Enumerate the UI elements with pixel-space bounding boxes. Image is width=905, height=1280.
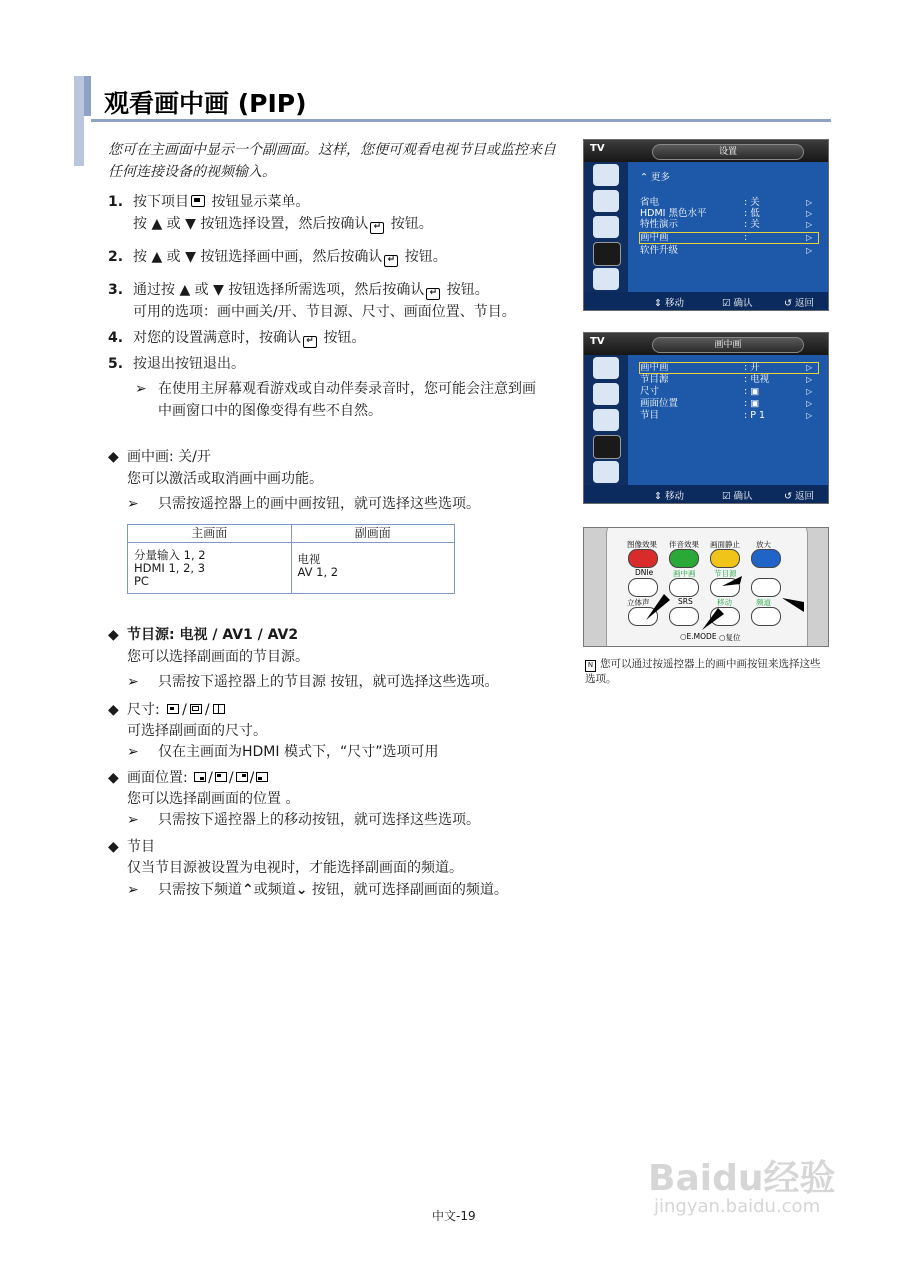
size-desc: 可选择副画面的尺寸。 <box>127 723 267 739</box>
table-value: PC <box>134 574 149 588</box>
tv-menu-header <box>584 333 828 355</box>
table-value: AV 1, 2 <box>297 565 339 579</box>
step-3-number: 3. <box>108 282 124 298</box>
remote-label: ○E.MODE <box>680 632 717 641</box>
tv-menu-row[interactable]: 软件升级 ▷ <box>640 245 813 256</box>
setup-gear-icon[interactable] <box>593 435 621 459</box>
pip-note: 只需按遥控器上的画中画按钮，就可选择这些选项。 <box>158 496 480 512</box>
side-note: N 您可以通过按遥控器上的画中画按钮来选择这些选项。 <box>585 658 821 685</box>
tv-menu-row[interactable]: 尺寸 : ▣ ▷ <box>640 386 813 397</box>
tv-menu-title: 画中画 <box>652 337 804 353</box>
step-1-line2: 按 ▲ 或 ▼ 按钮选择设置，然后按确认 ↵ 按钮。 <box>133 216 433 232</box>
step-2-number: 2. <box>108 249 124 265</box>
remote-label: ○复位 <box>719 633 741 642</box>
size-note: 仅在主画面为HDMI 模式下，“尺寸”选项可用 <box>158 744 439 760</box>
pip-note-arrow: ➢ <box>127 496 139 512</box>
tv-tag: TV <box>590 143 605 154</box>
channel-note-arrow: ➢ <box>127 882 139 898</box>
tv-menu-footer <box>584 292 828 310</box>
channel-desc: 仅当节目源被设置为电视时，才能选择副画面的频道。 <box>127 860 463 876</box>
bullet-icon: ◆ <box>108 627 119 643</box>
position-top-right-icon <box>236 772 248 782</box>
step-2-line1: 按 ▲ 或 ▼ 按钮选择画中画，然后按确认 ↵ 按钮。 <box>133 249 447 265</box>
note-icon: N <box>585 660 596 672</box>
remote-label: 放大 <box>756 540 771 549</box>
bullet-icon: ◆ <box>108 449 119 465</box>
table-value: 分量输入 1, 2 <box>134 548 206 562</box>
table-cell-sub <box>292 543 455 593</box>
channel-icon[interactable] <box>593 409 619 431</box>
tv-tag: TV <box>590 336 605 347</box>
remote-label: 图像效果 <box>627 540 657 549</box>
position-top-left-icon <box>215 772 227 782</box>
tv-menu-more[interactable]: ⌃ 更多 <box>640 172 670 183</box>
page-number: 中文-19 <box>432 1209 476 1223</box>
setup-gear-icon[interactable] <box>593 242 621 266</box>
size-small-icon <box>167 704 179 714</box>
input-icon[interactable] <box>593 461 619 483</box>
menu-button-icon <box>191 195 205 207</box>
tv-menu-header <box>584 140 828 162</box>
tv-menu-footer <box>584 485 828 503</box>
tv-enter-hint: ☑ 确认 <box>722 491 753 502</box>
step-4-line1: 对您的设置满意时，按确认 ↵ 按钮。 <box>133 330 366 346</box>
remote-label: 画面静止 <box>710 540 740 549</box>
channel-icon[interactable] <box>593 216 619 238</box>
step-5-number: 5. <box>108 356 124 372</box>
remote-label: 立体声 <box>627 598 650 607</box>
picture-icon[interactable] <box>593 357 619 379</box>
tv-menu-row[interactable]: 省电 : 关 ▷ <box>640 197 813 208</box>
remote-label: 伴音效果 <box>669 540 699 549</box>
tv-pip-menu <box>583 332 829 504</box>
position-bottom-left-icon <box>256 772 268 782</box>
tv-move-hint: ⇕ 移动 <box>654 298 684 309</box>
step-3-line1: 通过按 ▲ 或 ▼ 按钮选择所需选项，然后按确认 ↵ 按钮。 <box>133 282 489 298</box>
step-5-note-line2: 中画窗口中的图像变得有些不自然。 <box>158 403 382 419</box>
watermark-url: jingyan.baidu.com <box>654 1196 821 1217</box>
enter-button-icon: ↵ <box>384 255 398 267</box>
tv-setup-menu <box>583 139 829 311</box>
tv-move-hint: ⇕ 移动 <box>654 491 684 502</box>
size-heading: 尺寸: / / <box>127 699 228 721</box>
source-table <box>127 524 455 594</box>
position-note: 只需按下遥控器上的移动按钮，就可选择这些选项。 <box>158 812 480 828</box>
pip-heading: 画中画: 关/开 <box>127 449 211 465</box>
table-value: 电视 <box>297 552 321 566</box>
step-5-note-line1: 在使用主屏幕观看游戏或自动伴奏录音时，您可能会注意到画 <box>158 381 536 397</box>
pip-desc: 您可以激活或取消画中画功能。 <box>127 471 323 487</box>
tv-menu-sidebar <box>584 355 628 485</box>
step-1-line1: 按下项目 按钮显示菜单。 <box>133 194 310 210</box>
source-note-arrow: ➢ <box>127 674 139 690</box>
tv-menu-row-selected[interactable]: 画中画 : ▷ <box>640 233 818 243</box>
tv-menu-row[interactable]: 节目 : P 1 ▷ <box>640 410 813 421</box>
title-accent-bar-dark <box>84 76 91 116</box>
table-header-sub: 副画面 <box>354 526 391 540</box>
position-bottom-right-icon <box>194 772 206 782</box>
tv-return-hint: ↺ 返回 <box>784 298 814 309</box>
enter-button-icon: ↵ <box>303 336 317 348</box>
table-value: HDMI 1, 2, 3 <box>134 561 206 575</box>
tv-menu-row[interactable]: HDMI 黑色水平 : 低 ▷ <box>640 208 813 219</box>
channel-heading: 节目 <box>127 839 155 855</box>
input-icon[interactable] <box>593 268 619 290</box>
source-heading: 节目源: 电视 / AV1 / AV2 <box>127 627 299 643</box>
title-rule <box>91 119 831 122</box>
pointer-arrows-icon <box>584 528 829 647</box>
bullet-icon: ◆ <box>108 839 119 855</box>
channel-note: 只需按下频道⌃或频道⌄ 按钮，就可选择副画面的频道。 <box>158 882 508 898</box>
step-3-line2: 可用的选项：画中画关/开、节目源、尺寸、画面位置、节目。 <box>133 304 516 320</box>
position-desc: 您可以选择副画面的位置 。 <box>127 791 300 807</box>
tv-menu-sidebar <box>584 162 628 292</box>
picture-icon[interactable] <box>593 164 619 186</box>
source-note: 只需按下遥控器上的节目源 按钮，就可选择这些选项。 <box>158 674 499 690</box>
remote-label: DNIe <box>635 568 654 577</box>
remote-label-pip: 画中画 <box>673 569 696 578</box>
tv-enter-hint: ☑ 确认 <box>722 298 753 309</box>
remote-label-source: 节目源 <box>714 569 737 578</box>
page-title: 观看画中画 (PIP) <box>104 89 307 118</box>
enter-button-icon: ↵ <box>370 222 384 234</box>
channel-down-icon: ⌄ <box>295 882 308 898</box>
sound-icon[interactable] <box>593 383 619 405</box>
remote-control-illustration <box>583 527 829 647</box>
position-note-arrow: ➢ <box>127 812 139 828</box>
step-5-line1: 按退出按钮退出。 <box>133 356 245 372</box>
remote-label: SRS <box>678 597 693 606</box>
sound-icon[interactable] <box>593 190 619 212</box>
table-header-main: 主画面 <box>128 525 292 542</box>
bullet-icon: ◆ <box>108 770 119 786</box>
tv-menu-row[interactable]: 节目源 : 电视 ▷ <box>640 374 813 385</box>
channel-up-icon: ⌃ <box>242 882 254 898</box>
intro-text: 您可在主画面中显示一个副画面。这样，您便可观看电视节目或监控来自任何连接设备的视频输入。 <box>108 142 556 180</box>
table-cell-main <box>128 543 292 593</box>
title-accent-bar <box>74 76 84 166</box>
tv-menu-row-selected[interactable]: 画中画 : 开 ▷ <box>640 363 818 373</box>
tv-return-hint: ↺ 返回 <box>784 491 814 502</box>
source-desc: 您可以选择副画面的节目源。 <box>127 649 309 665</box>
tv-menu-row[interactable]: 画面位置 : ▣ ▷ <box>640 398 813 409</box>
size-split-icon <box>213 704 225 714</box>
step-5-note-arrow: ➢ <box>135 381 147 397</box>
remote-label-channel: 频道 <box>756 598 771 607</box>
size-large-icon <box>190 704 202 714</box>
bullet-icon: ◆ <box>108 702 119 718</box>
watermark: Baidu经验 <box>648 1158 836 1199</box>
remote-label-move: 移动 <box>717 598 732 607</box>
tv-menu-title: 设置 <box>652 144 804 160</box>
enter-button-icon: ↵ <box>426 288 440 300</box>
size-note-arrow: ➢ <box>127 744 139 760</box>
step-4-number: 4. <box>108 330 124 346</box>
step-1-number: 1. <box>108 194 124 210</box>
tv-menu-row[interactable]: 特性演示 : 关 ▷ <box>640 219 813 230</box>
position-heading: 画面位置: / / / <box>127 767 270 789</box>
